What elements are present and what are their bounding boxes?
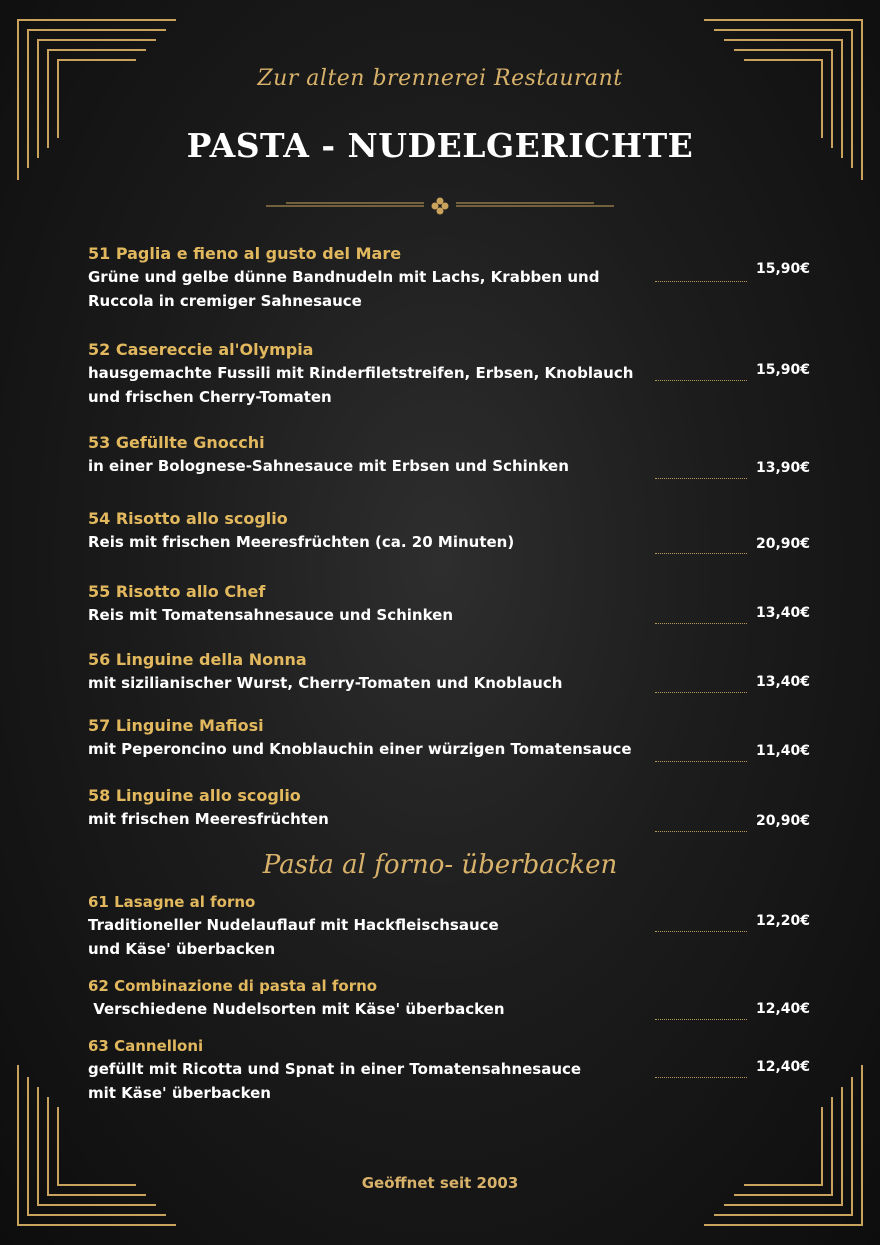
item-name: 62 Combinazione di pasta al forno (88, 977, 378, 995)
menu-item-61 (88, 891, 818, 961)
item-price: 12,40€ (756, 1059, 811, 1075)
item-price: 12,40€ (756, 1001, 811, 1017)
menu-item-54 (88, 508, 818, 554)
item-description: mit Peperoncino und Knoblauchin einer würzigen Tomatensauce (88, 740, 632, 758)
item-description: Reis mit frischen Meeresfrüchten (ca. 20 Minuten) (88, 533, 515, 551)
item-description: Traditioneller Nudelauflauf mit Hackfleischsauce und Käse' überbacken (88, 916, 499, 958)
item-description: mit frischen Meeresfrüchten (88, 810, 329, 828)
item-price: 13,40€ (756, 605, 811, 621)
item-description: gefüllt mit Ricotta und Spnat in einer Tomatensahnesauce mit Käse' überbacken (88, 1060, 582, 1102)
menu-item-63 (88, 1035, 818, 1105)
menu-item-57 (88, 715, 818, 761)
price-leader (655, 1019, 747, 1020)
menu-item-62 (88, 975, 818, 1021)
item-name: 51 Paglia e fieno al gusto del Mare (88, 244, 402, 263)
item-name: 52 Casereccie al'Olympia (88, 340, 314, 359)
item-name: 58 Linguine allo scoglio (88, 786, 301, 805)
price-leader (655, 831, 747, 832)
price-leader (655, 380, 747, 381)
item-price: 13,90€ (756, 460, 811, 476)
item-name: 63 Cannelloni (88, 1037, 204, 1055)
item-description: Verschiedene Nudelsorten mit Käse' überbacken (88, 1000, 505, 1018)
menu-item-56 (88, 649, 818, 695)
restaurant-name: Zur alten brennerei Restaurant (257, 66, 623, 91)
divider-ornament-icon (266, 195, 614, 217)
menu-item-51 (88, 243, 818, 313)
item-price: 13,40€ (756, 674, 811, 690)
item-description: mit sizilianischer Wurst, Cherry-Tomaten und Knoblauch (88, 674, 563, 692)
item-price: 11,40€ (756, 743, 811, 759)
price-leader (655, 623, 747, 624)
price-leader (655, 692, 747, 693)
item-price: 15,90€ (756, 362, 811, 378)
menu-item-58 (88, 785, 818, 831)
menu-item-52 (88, 339, 818, 409)
item-name: 56 Linguine della Nonna (88, 650, 307, 669)
price-leader (655, 931, 747, 932)
price-leader (655, 478, 747, 479)
item-price: 20,90€ (756, 813, 811, 829)
item-name: 57 Linguine Mafiosi (88, 716, 264, 735)
footer-opened-since: Geöffnet seit 2003 (361, 1174, 519, 1192)
item-description: Reis mit Tomatensahnesauce und Schinken (88, 606, 454, 624)
price-leader (655, 1077, 747, 1078)
price-leader (655, 553, 747, 554)
menu-item-55 (88, 581, 818, 627)
menu-item-53 (88, 432, 818, 478)
price-leader (655, 281, 747, 282)
page-title: PASTA - NUDELGERICHTE (186, 126, 694, 165)
item-name: 55 Risotto allo Chef (88, 582, 266, 601)
item-name: 61 Lasagne al forno (88, 893, 256, 911)
section-title-pasta-al-forno: Pasta al forno- überbacken (262, 850, 618, 880)
item-name: 53 Gefüllte Gnocchi (88, 433, 265, 452)
price-leader (655, 761, 747, 762)
item-price: 12,20€ (756, 913, 811, 929)
item-name: 54 Risotto allo scoglio (88, 509, 288, 528)
item-description: hausgemachte Fussili mit Rinderfiletstreifen, Erbsen, Knoblauch und frischen Cherry-Tomaten (88, 364, 634, 406)
item-description: in einer Bolognese-Sahnesauce mit Erbsen und Schinken (88, 457, 569, 475)
item-price: 15,90€ (756, 261, 811, 277)
item-description: Grüne und gelbe dünne Bandnudeln mit Lachs, Krabben und Ruccola in cremiger Sahnesauce (88, 268, 600, 310)
item-price: 20,90€ (756, 536, 811, 552)
